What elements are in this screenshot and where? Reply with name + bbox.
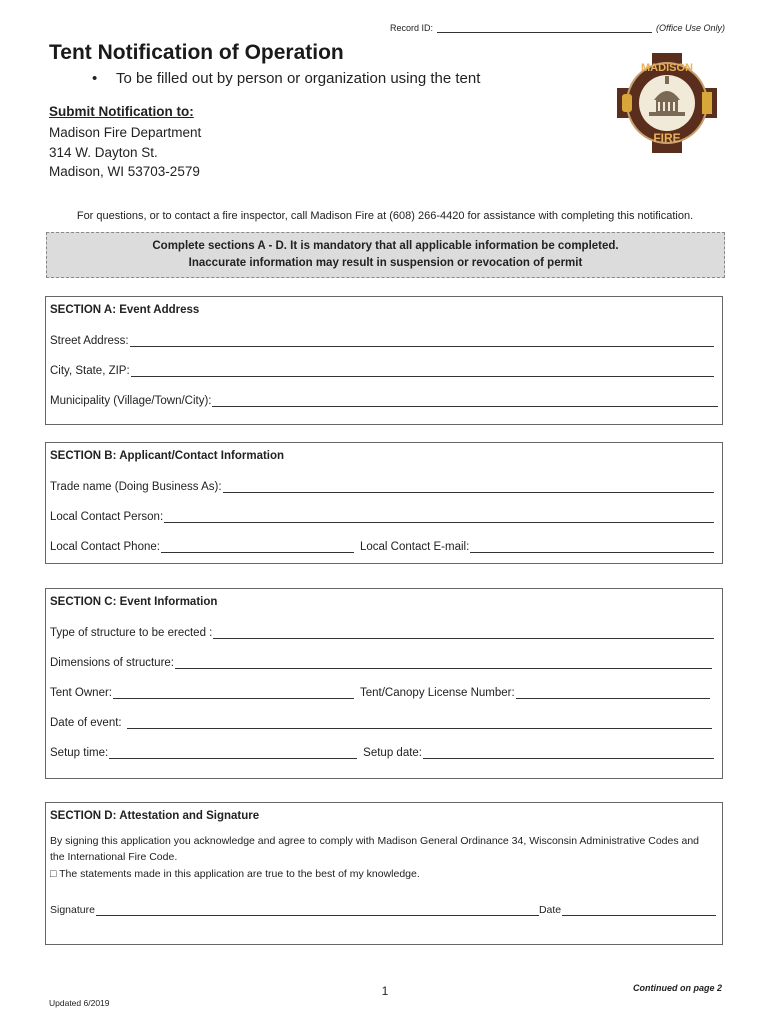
section-c: [45, 588, 723, 779]
contact-person-label: Local Contact Person:: [50, 511, 164, 523]
setup-row: [50, 746, 714, 759]
city-state-zip-input[interactable]: [131, 364, 714, 377]
signature-input[interactable]: [96, 903, 539, 916]
tent-owner-label: Tent Owner:: [50, 687, 112, 699]
notice-line: Complete sections A - D. It is mandatory that all applicable information be completed.: [152, 240, 619, 252]
madison-fire-logo: [614, 50, 720, 156]
section-d-title: SECTION D: Attestation and Signature: [50, 810, 260, 822]
section-c-title: SECTION C: Event Information: [50, 596, 218, 608]
contact-phone-input[interactable]: [161, 540, 354, 553]
page-number: 1: [381, 984, 389, 998]
trade-name-field[interactable]: [50, 480, 714, 493]
municipality-label: Municipality (Village/Town/City):: [50, 395, 212, 407]
checkbox-icon[interactable]: □: [50, 868, 57, 880]
contact-phone-label: Local Contact Phone:: [50, 541, 160, 553]
notice-line: Inaccurate information may result in suspension or revocation of permit: [188, 257, 583, 269]
municipality-input[interactable]: [212, 394, 718, 407]
logo-top-text: MADISON: [641, 62, 693, 74]
contact-email-label: Local Contact E-mail:: [359, 541, 470, 553]
setup-date-label: Setup date:: [363, 747, 422, 759]
dimensions-label: Dimensions of structure:: [50, 657, 174, 669]
checkbox-label: The statements made in this application are true to the best of my knowledge.: [59, 868, 420, 880]
dimensions-input[interactable]: [175, 656, 712, 669]
address-line: Madison, WI 53703-2579: [49, 164, 200, 179]
setup-time-label: Setup time:: [50, 747, 109, 759]
page-title: Tent Notification of Operation: [49, 41, 344, 64]
office-use-note: (Office Use Only): [655, 23, 725, 33]
section-d: [45, 802, 723, 945]
structure-type-input[interactable]: [213, 626, 714, 639]
contact-email-input[interactable]: [470, 540, 714, 553]
owner-license-row: [50, 686, 710, 699]
trade-name-input[interactable]: [223, 480, 714, 493]
signature-label: Signature: [50, 904, 95, 916]
license-number-input[interactable]: [516, 686, 710, 699]
dimensions-field[interactable]: [50, 656, 712, 669]
contact-person-field[interactable]: [50, 510, 714, 523]
city-state-zip-field[interactable]: [50, 364, 714, 377]
section-a-title: SECTION A: Event Address: [50, 304, 200, 316]
updated-date: Updated 6/2019: [49, 998, 110, 1008]
setup-time-input[interactable]: [109, 746, 357, 759]
contact-phone-email-row: [50, 540, 714, 553]
signature-row: [50, 903, 716, 916]
structure-type-label: Type of structure to be erected :: [50, 627, 213, 639]
section-b-title: SECTION B: Applicant/Contact Information: [50, 450, 285, 462]
section-b: [45, 442, 723, 564]
date-label: Date: [538, 904, 562, 916]
event-date-input[interactable]: [127, 716, 712, 729]
record-id-field[interactable]: [390, 22, 725, 33]
section-a: [45, 296, 723, 425]
questions-text: For questions, or to contact a fire inspector, call Madison Fire at (608) 266-4420 for assistance with completing this notification.: [76, 210, 694, 222]
bullet-dot-icon: •: [92, 70, 98, 87]
street-address-field[interactable]: [50, 334, 714, 347]
continued-note: Continued on page 2: [633, 983, 722, 993]
address-line: 314 W. Dayton St.: [49, 144, 158, 160]
license-number-label: Tent/Canopy License Number:: [360, 687, 515, 699]
instruction-text: To be filled out by person or organization using the tent: [116, 70, 481, 87]
attestation-checkbox-row[interactable]: [50, 866, 714, 882]
logo-bottom-text: FIRE: [653, 131, 681, 145]
municipality-field[interactable]: [50, 394, 718, 407]
street-address-input[interactable]: [130, 334, 714, 347]
setup-date-input[interactable]: [423, 746, 714, 759]
record-id-line[interactable]: [437, 22, 652, 33]
tent-owner-input[interactable]: [113, 686, 354, 699]
street-address-label: Street Address:: [50, 335, 129, 347]
submit-heading: Submit Notification to:: [49, 104, 194, 119]
attestation-text: By signing this application you acknowledge and agree to comply with Madison General Ordinance 34, Wisconsin Administrative Codes and the International Fire Code.: [50, 835, 700, 863]
instruction-bullet: [92, 70, 480, 87]
submit-address: [49, 123, 201, 182]
address-line: Madison Fire Department: [49, 125, 202, 140]
city-state-zip-label: City, State, ZIP:: [50, 365, 130, 377]
event-date-field[interactable]: [50, 716, 712, 729]
structure-type-field[interactable]: [50, 626, 714, 639]
record-id-label: Record ID:: [390, 23, 434, 33]
event-date-label: Date of event:: [50, 717, 122, 729]
mandatory-notice: [46, 232, 725, 278]
date-input[interactable]: [562, 903, 716, 916]
trade-name-label: Trade name (Doing Business As):: [50, 481, 222, 493]
contact-person-input[interactable]: [164, 510, 714, 523]
